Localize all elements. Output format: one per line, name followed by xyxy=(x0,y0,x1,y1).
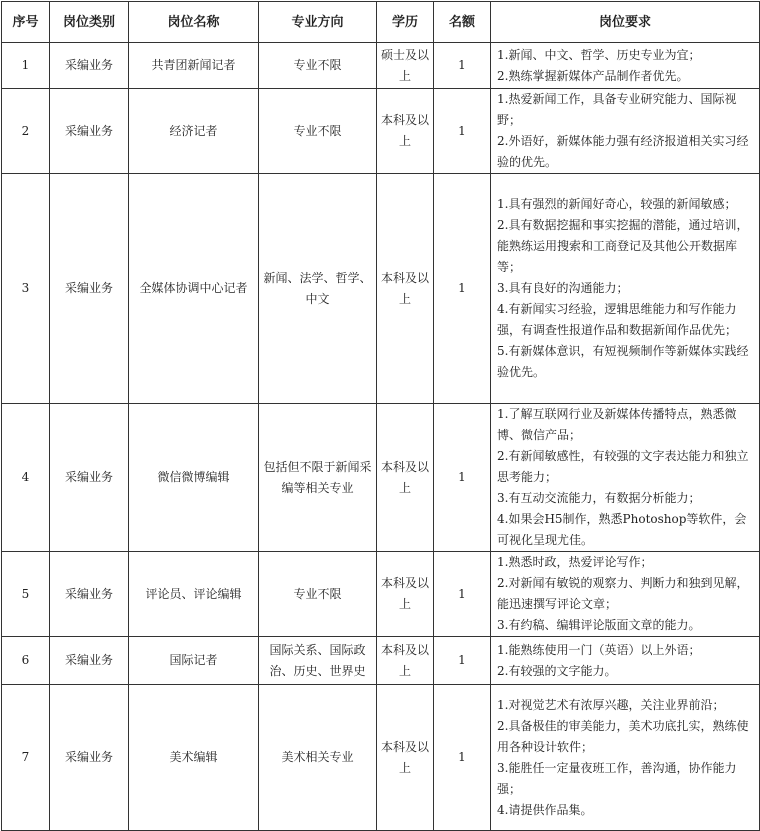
cell-quota: 1 xyxy=(434,43,491,89)
header-major: 专业方向 xyxy=(259,2,377,43)
cell-position: 评论员、评论编辑 xyxy=(129,552,259,637)
cell-requirements xyxy=(491,552,760,637)
table-row xyxy=(2,174,760,404)
cell-education: 本科及以上 xyxy=(377,404,434,552)
cell-major: 包括但不限于新闻采编等相关专业 xyxy=(259,404,377,552)
requirement-item: 2.具备极佳的审美能力，美术功底扎实，熟练使用各种设计软件； xyxy=(497,718,749,754)
requirement-item: 4.有新闻实习经验，逻辑思维能力和写作能力强，有调查性报道作品和数据新闻作品优先； xyxy=(497,302,738,337)
header-requirements: 岗位要求 xyxy=(491,2,760,43)
cell-education: 本科及以上 xyxy=(377,637,434,685)
requirement-item: 1.新闻、中文、哲学、历史专业为宜； xyxy=(497,47,701,62)
cell-position: 国际记者 xyxy=(129,637,259,685)
cell-education: 本科及以上 xyxy=(377,685,434,831)
header-category: 岗位类别 xyxy=(50,2,129,43)
requirement-item: 1.了解互联网行业及新媒体传播特点，熟悉微博、微信产品； xyxy=(497,407,737,442)
table-body xyxy=(2,43,760,831)
cell-position: 经济记者 xyxy=(129,89,259,174)
requirement-item: 1.对视觉艺术有浓厚兴趣，关注业界前沿； xyxy=(497,697,725,712)
cell-seq: 4 xyxy=(2,404,50,552)
requirement-item: 4.如果会H5制作，熟悉Photoshop等软件，会可视化呈现尤佳。 xyxy=(497,512,747,547)
cell-position: 共青团新闻记者 xyxy=(129,43,259,89)
header-seq: 序号 xyxy=(2,2,50,43)
cell-requirements xyxy=(491,637,760,685)
header-education: 学历 xyxy=(377,2,434,43)
requirement-item: 2.有新闻敏感性，有较强的文字表达能力和独立思考能力； xyxy=(497,449,749,484)
table-row xyxy=(2,552,760,637)
requirement-item: 1.熟悉时政，热爱评论写作； xyxy=(497,555,653,569)
cell-education: 硕士及以上 xyxy=(377,43,434,89)
requirement-item: 2.具有数据挖掘和事实挖掘的潜能，通过培训，能熟练运用搜索和工商登记及其他公开数据库等； xyxy=(497,218,749,274)
cell-quota: 1 xyxy=(434,637,491,685)
cell-seq: 3 xyxy=(2,174,50,404)
cell-quota: 1 xyxy=(434,685,491,831)
cell-requirements xyxy=(491,174,760,404)
requirement-item: 2.有较强的文字能力。 xyxy=(497,663,617,678)
cell-major: 专业不限 xyxy=(259,89,377,174)
cell-education: 本科及以上 xyxy=(377,552,434,637)
cell-position: 微信微博编辑 xyxy=(129,404,259,552)
cell-category: 采编业务 xyxy=(50,89,129,174)
table-row xyxy=(2,43,760,89)
cell-category: 采编业务 xyxy=(50,552,129,637)
requirement-item: 1.热爱新闻工作，具备专业研究能力、国际视野； xyxy=(497,92,737,127)
requirement-item: 3.具有良好的沟通能力； xyxy=(497,281,629,295)
cell-requirements xyxy=(491,89,760,174)
cell-seq: 1 xyxy=(2,43,50,89)
requirement-item: 1.能熟练使用一门（英语）以上外语； xyxy=(497,642,701,657)
cell-major: 专业不限 xyxy=(259,552,377,637)
cell-major: 新闻、法学、哲学、中文 xyxy=(259,174,377,404)
requirement-item: 2.熟练掌握新媒体产品制作者优先。 xyxy=(497,68,689,83)
table-header-row xyxy=(2,2,760,43)
table-row xyxy=(2,404,760,552)
cell-requirements xyxy=(491,685,760,831)
cell-requirements xyxy=(491,404,760,552)
requirement-item: 5.有新媒体意识，有短视频制作等新媒体实践经验优先。 xyxy=(497,344,749,379)
requirement-item: 4.请提供作品集。 xyxy=(497,802,593,817)
cell-requirements xyxy=(491,43,760,89)
job-positions-table xyxy=(1,1,760,831)
requirement-item: 1.具有强烈的新闻好奇心，较强的新闻敏感； xyxy=(497,197,737,211)
cell-seq: 2 xyxy=(2,89,50,174)
cell-quota: 1 xyxy=(434,89,491,174)
requirement-item: 2.外语好，新媒体能力强有经济报道相关实习经验的优先。 xyxy=(497,134,749,169)
cell-education: 本科及以上 xyxy=(377,89,434,174)
cell-category: 采编业务 xyxy=(50,174,129,404)
cell-seq: 7 xyxy=(2,685,50,831)
cell-seq: 5 xyxy=(2,552,50,637)
cell-quota: 1 xyxy=(434,174,491,404)
requirement-item: 3.有约稿、编辑评论版面文章的能力。 xyxy=(497,618,701,632)
cell-quota: 1 xyxy=(434,552,491,637)
cell-seq: 6 xyxy=(2,637,50,685)
table-row xyxy=(2,637,760,685)
table-row xyxy=(2,685,760,831)
requirement-item: 3.有互动交流能力，有数据分析能力； xyxy=(497,491,701,505)
cell-position: 全媒体协调中心记者 xyxy=(129,174,259,404)
header-quota: 名额 xyxy=(434,2,491,43)
cell-education: 本科及以上 xyxy=(377,174,434,404)
cell-major: 美术相关专业 xyxy=(259,685,377,831)
cell-category: 采编业务 xyxy=(50,404,129,552)
header-position: 岗位名称 xyxy=(129,2,259,43)
cell-major: 国际关系、国际政治、历史、世界史 xyxy=(259,637,377,685)
cell-position: 美术编辑 xyxy=(129,685,259,831)
requirement-item: 3.能胜任一定量夜班工作，善沟通，协作能力强； xyxy=(497,760,737,796)
cell-category: 采编业务 xyxy=(50,637,129,685)
cell-category: 采编业务 xyxy=(50,43,129,89)
table-row xyxy=(2,89,760,174)
cell-major: 专业不限 xyxy=(259,43,377,89)
requirement-item: 2.对新闻有敏锐的观察力、判断力和独到见解，能迅速撰写评论文章； xyxy=(497,576,749,611)
cell-quota: 1 xyxy=(434,404,491,552)
cell-category: 采编业务 xyxy=(50,685,129,831)
